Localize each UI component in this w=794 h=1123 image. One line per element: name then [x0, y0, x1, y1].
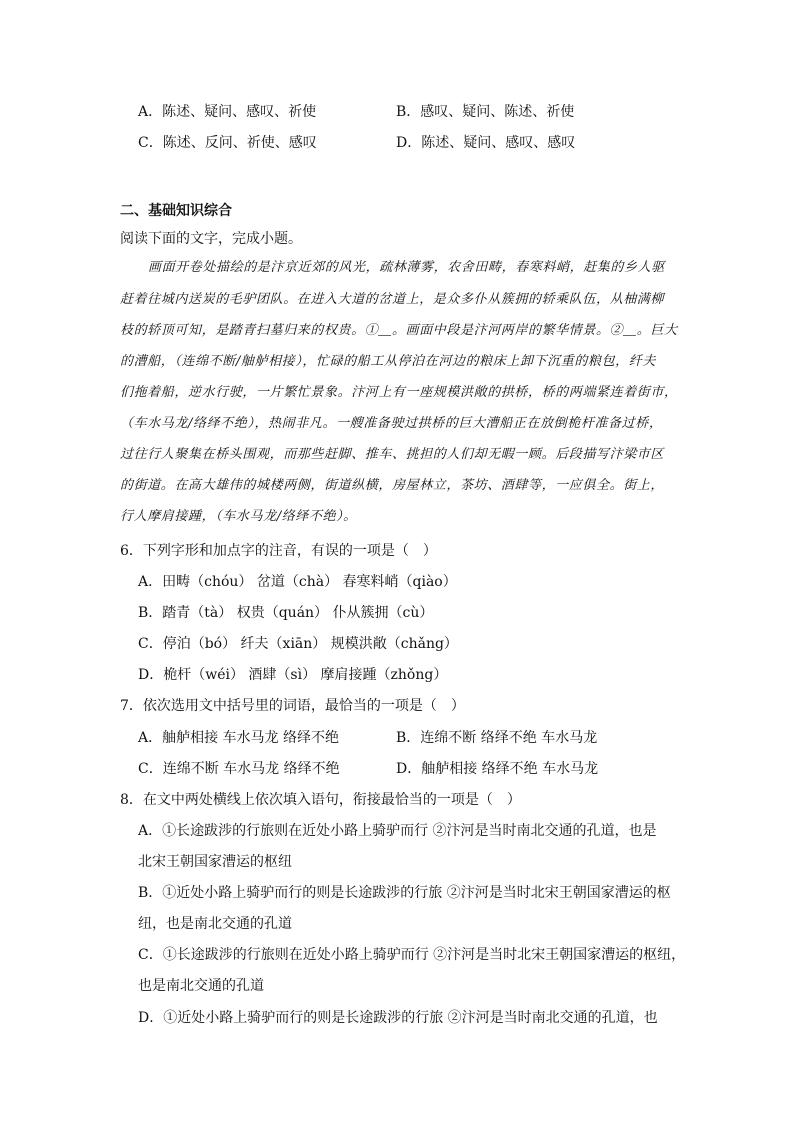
question-8-option-a-cont: 北宋王朝国家漕运的枢纽	[138, 854, 292, 870]
prev-option-b: B．感叹、疑问、陈述、祈使	[396, 104, 575, 120]
section-heading: 二、基础知识综合	[120, 203, 232, 219]
prev-option-d: D．陈述、疑问、感叹、感叹	[396, 135, 576, 151]
question-8-option-c: C．①长途跋涉的行旅则在近处小路上骑驴而行 ②汴河是当时北宋王朝国家漕运的枢纽，	[138, 947, 686, 963]
passage-line: （车水马龙/络绎不绝），热闹非凡。一艘准备驶过拱桥的巨大漕船正在放倒桅杆准备过桥，	[120, 416, 663, 431]
question-8-stem: 8．在文中两处横线上依次填入语句，衔接最恰当的一项是（ ）	[120, 792, 521, 808]
question-7-option-b: B．连绵不断 络绎不绝 车水马龙	[396, 730, 598, 746]
question-6-option-c: C．停泊（bó） 纤夫（xiān） 规模洪敞（chǎng）	[138, 636, 458, 652]
passage-line: 过往行人聚集在桥头围观，而那些赶脚、推车、挑担的人们却无暇一顾。后段描写汴梁市区	[120, 447, 665, 462]
passage-line: 行人摩肩接踵，（车水马龙/络绎不绝）。	[120, 509, 357, 524]
prev-option-c: C．陈述、反问、祈使、感叹	[138, 135, 317, 151]
question-8-option-a: A．①长途跋涉的行旅则在近处小路上骑驴而行 ②汴河是当时南北交通的孔道，也是	[138, 823, 657, 839]
passage-line: 枝的轿顶可知，是踏青扫墓归来的权贵。①＿。画面中段是汴河两岸的繁华情景。②＿。巨大	[120, 323, 678, 338]
question-7-option-c: C．连绵不断 车水马龙 络绎不绝	[138, 761, 340, 777]
question-7-option-a: A．舳舻相接 车水马龙 络绎不绝	[138, 730, 340, 746]
passage-line: 的街道。在高大雄伟的城楼两侧，街道纵横，房屋林立，茶坊、酒肆等，一应俱全。街上，	[120, 478, 665, 493]
section-prompt: 阅读下面的文字，完成小题。	[120, 231, 302, 247]
question-8-option-d: D．①近处小路上骑驴而行的则是长途跋涉的行旅 ②汴河是当时南北交通的孔道，也	[138, 1010, 658, 1026]
question-6-option-d: D．桅杆（wéi） 酒肆（sì） 摩肩接踵（zhǒng）	[138, 667, 448, 683]
passage-line: 们拖着船，逆水行驶，一片繁忙景象。汴河上有一座规模洪敞的拱桥，桥的两端紧连着街市，	[120, 385, 678, 400]
question-7-stem: 7．依次选用文中括号里的词语，最恰当的一项是（ ）	[120, 698, 465, 714]
question-8-option-c-cont: 也是南北交通的孔道	[138, 978, 264, 994]
question-8-option-b: B．①近处小路上骑驴而行的则是长途跋涉的行旅 ②汴河是当时北宋王朝国家漕运的枢	[138, 885, 671, 901]
question-8-option-b-cont: 纽，也是南北交通的孔道	[138, 916, 292, 932]
question-6-option-a: A．田畴（chóu） 岔道（chà） 春寒料峭（qiào）	[138, 574, 457, 590]
passage-line: 赶着往城内送炭的毛驴团队。在进入大道的岔道上，是众多仆从簇拥的轿乘队伍，从柚满柳	[120, 292, 665, 307]
question-7-option-d: D．舳舻相接 络绎不绝 车水马龙	[396, 761, 599, 777]
passage-line: 的漕船，（连绵不断/舳舻相接），忙碌的船工从停泊在河边的粮床上卸下沉重的粮包，纤夫	[120, 354, 656, 369]
question-6-stem: 6．下列字形和加点字的注音，有误的一项是（ ）	[120, 543, 437, 559]
question-6-option-b: B．踏青（tà） 权贵（quán） 仆从簇拥（cù）	[138, 605, 434, 621]
prev-option-a: A．陈述、疑问、感叹、祈使	[138, 104, 317, 120]
passage-line: 画面开卷处描绘的是汴京近郊的风光，疏林薄雾，农舍田畴，春寒料峭，赶集的乡人驱	[148, 260, 665, 275]
